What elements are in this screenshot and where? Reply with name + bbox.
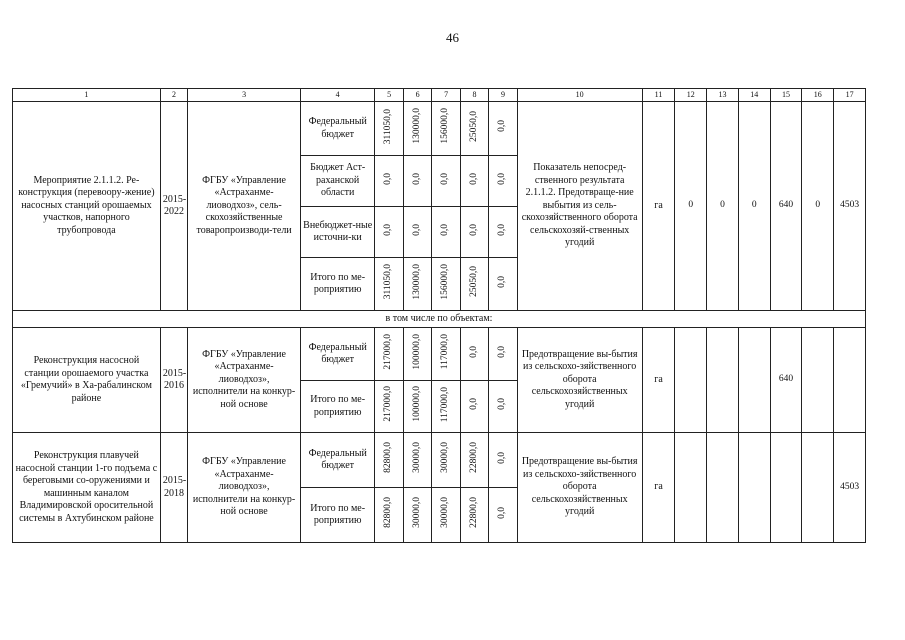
col-header: 2 — [160, 89, 187, 102]
value-cell: 82800,0 — [383, 497, 394, 529]
value-cell: 0 — [675, 102, 707, 311]
value-cell: 0,0 — [440, 223, 451, 236]
value-cell: 0,0 — [468, 398, 479, 411]
col-header: 11 — [642, 89, 675, 102]
empty-cell — [770, 433, 802, 543]
value-cell: 25050,0 — [468, 110, 479, 142]
value-cell: 0,0 — [383, 172, 394, 185]
value-cell: 4503 — [834, 102, 866, 311]
empty-cell — [707, 328, 739, 433]
column-number-row — [13, 89, 866, 102]
value-cell: 311050,0 — [383, 108, 394, 144]
value-cell: 311050,0 — [383, 264, 394, 300]
col-header: 12 — [675, 89, 707, 102]
empty-cell — [738, 433, 770, 543]
funding-source: Федеральный бюджет — [300, 102, 374, 156]
value-cell: 0,0 — [497, 275, 508, 288]
value-cell: 82800,0 — [383, 442, 394, 474]
program-table — [12, 88, 866, 543]
col-header: 3 — [188, 89, 301, 102]
col-header: 15 — [770, 89, 802, 102]
funding-source: Федеральный бюджет — [300, 328, 374, 381]
period: 2015-2018 — [160, 433, 187, 543]
col-header: 4 — [300, 89, 374, 102]
value-cell: 0,0 — [468, 172, 479, 185]
indicator: Предотвращение вы-бытия из сельскохо-зяйственного оборота сельскохозяйственных угодий — [517, 328, 642, 433]
value-cell: 0,0 — [497, 345, 508, 358]
value-cell: 30000,0 — [440, 442, 451, 474]
value-cell: 0 — [802, 102, 834, 311]
executor: ФГБУ «Управление «Астраханме-лиоводхоз», исполнители на конкур-ной основе — [188, 433, 301, 543]
value-cell: 156000,0 — [440, 263, 451, 300]
indicator: Показатель непосред-ственного результата 2.1.1.2. Предотвраще-ние выбытия из сель-скохозяйственного оборота сельскохозяй-ственных угодий — [517, 102, 642, 311]
value-cell: 30000,0 — [411, 442, 422, 474]
value-cell: 640 — [770, 328, 802, 433]
value-cell: 0,0 — [468, 223, 479, 236]
funding-source: Итого по ме-роприятию — [300, 258, 374, 311]
value-cell: 0,0 — [468, 345, 479, 358]
value-cell: 0,0 — [497, 223, 508, 236]
executor: ФГБУ «Управление «Астраханме-лиоводхоз», исполнители на конкур-ной основе — [188, 328, 301, 433]
value-cell: 0,0 — [383, 223, 394, 236]
measure-name: Реконструкция насосной станции орошаемого участка «Гремучий» в Ха-рабалинском районе — [13, 328, 161, 433]
value-cell: 100000,0 — [411, 333, 422, 370]
subheading: в том числе по объектам: — [13, 311, 866, 328]
value-cell: 0 — [707, 102, 739, 311]
table-row — [13, 433, 866, 488]
value-cell: 0,0 — [497, 506, 508, 519]
col-header: 13 — [707, 89, 739, 102]
unit: га — [642, 102, 675, 311]
col-header: 9 — [489, 89, 517, 102]
value-cell: 4503 — [834, 433, 866, 543]
executor: ФГБУ «Управление «Астраханме-лиоводхоз», сель-скохозяйственные товаропроизводи-тели — [188, 102, 301, 311]
value-cell: 117000,0 — [440, 334, 451, 370]
subheading-row — [13, 311, 866, 328]
col-header: 7 — [432, 89, 460, 102]
indicator: Предотвращение вы-бытия из сельскохо-зяйственного оборота сельскохозяйственных угодий — [517, 433, 642, 543]
value-cell: 0,0 — [411, 172, 422, 185]
col-header: 16 — [802, 89, 834, 102]
value-cell: 0,0 — [497, 398, 508, 411]
col-header: 8 — [460, 89, 488, 102]
col-header: 1 — [13, 89, 161, 102]
value-cell: 117000,0 — [440, 386, 451, 422]
unit: га — [642, 433, 675, 543]
funding-source: Бюджет Аст-раханской области — [300, 156, 374, 207]
col-header: 14 — [738, 89, 770, 102]
value-cell: 0,0 — [411, 223, 422, 236]
page-number: 46 — [446, 30, 459, 45]
funding-source: Итого по ме-роприятию — [300, 488, 374, 543]
table-row — [13, 102, 866, 156]
value-cell: 0,0 — [497, 451, 508, 464]
empty-cell — [707, 433, 739, 543]
value-cell: 22800,0 — [468, 442, 479, 474]
period: 2015-2016 — [160, 328, 187, 433]
col-header: 5 — [375, 89, 403, 102]
value-cell: 130000,0 — [411, 263, 422, 300]
period: 2015-2022 — [160, 102, 187, 311]
empty-cell — [834, 328, 866, 433]
value-cell: 0,0 — [497, 172, 508, 185]
funding-source: Федеральный бюджет — [300, 433, 374, 488]
value-cell: 0 — [738, 102, 770, 311]
value-cell: 25050,0 — [468, 266, 479, 298]
value-cell: 22800,0 — [468, 497, 479, 529]
value-cell: 217000,0 — [383, 333, 394, 370]
empty-cell — [675, 433, 707, 543]
value-cell: 30000,0 — [411, 497, 422, 529]
funding-source: Итого по ме-роприятию — [300, 381, 374, 433]
value-cell: 0,0 — [440, 172, 451, 185]
empty-cell — [738, 328, 770, 433]
value-cell: 0,0 — [497, 120, 508, 133]
measure-name: Реконструкция плавучей насосной станции 1-го подъема с береговыми со-оружениями и машинным каналом Владимировской оросительной системы в Ахтубинском районе — [13, 433, 161, 543]
col-header: 17 — [834, 89, 866, 102]
value-cell: 130000,0 — [411, 108, 422, 145]
empty-cell — [802, 433, 834, 543]
empty-cell — [675, 328, 707, 433]
value-cell: 100000,0 — [411, 386, 422, 423]
value-cell: 30000,0 — [440, 497, 451, 529]
value-cell: 156000,0 — [440, 108, 451, 145]
measure-name: Мероприятие 2.1.1.2. Ре-конструкция (перевоору-жение) насосных станций орошаемых участков, напорного трубопровода — [13, 102, 161, 311]
value-cell: 217000,0 — [383, 386, 394, 423]
table-row — [13, 328, 866, 381]
empty-cell — [802, 328, 834, 433]
value-cell: 640 — [770, 102, 802, 311]
funding-source: Внебюджет-ные источни-ки — [300, 207, 374, 258]
col-header: 10 — [517, 89, 642, 102]
col-header: 6 — [403, 89, 431, 102]
unit: га — [642, 328, 675, 433]
